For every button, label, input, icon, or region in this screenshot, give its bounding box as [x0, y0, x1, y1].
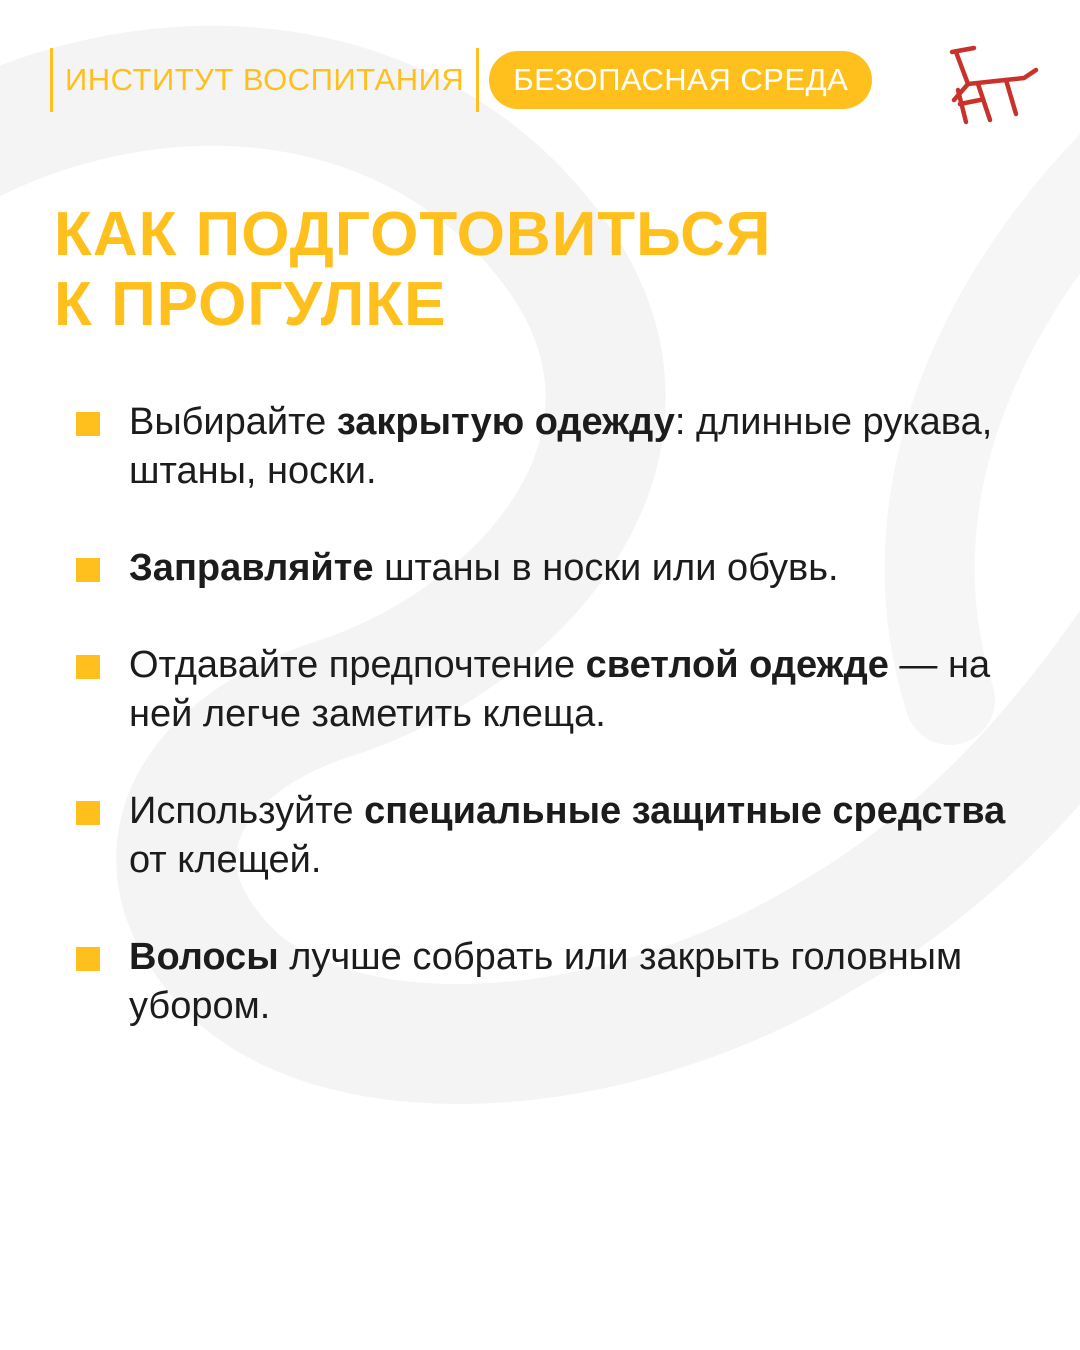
list-item [76, 398, 1016, 496]
square-bullet-icon [76, 801, 100, 825]
bold-segment: светлой одежде [585, 644, 889, 686]
text-segment: от клещей. [129, 839, 322, 881]
title-line-1: КАК ПОДГОТОВИТЬСЯ [54, 200, 772, 269]
header [50, 48, 872, 112]
list-item [76, 787, 1016, 885]
list-item [76, 933, 1016, 1031]
title-line-2: К ПРОГУЛКЕ [54, 270, 447, 339]
item-text [129, 644, 990, 735]
header-divider [476, 48, 479, 112]
text-segment: штаны в носки или обувь. [373, 547, 839, 589]
text-segment: Отдавайте предпочтение [129, 644, 586, 686]
organization-name: ИНСТИТУТ ВОСПИТАНИЯ [65, 62, 465, 97]
bold-segment: закрытую одежду [336, 401, 675, 443]
bold-segment: Волосы [129, 936, 279, 978]
tips-list [76, 398, 1016, 1079]
bold-segment: специальные защитные средства [364, 790, 1006, 832]
category-tag: БЕЗОПАСНАЯ СРЕДА [489, 51, 872, 109]
text-segment: : длинные рукава, штаны, носки. [129, 401, 993, 492]
text-segment: Используйте [129, 790, 365, 832]
item-text [129, 790, 1005, 881]
bold-segment: Заправляйте [129, 547, 374, 589]
square-bullet-icon [76, 558, 100, 582]
square-bullet-icon [76, 412, 100, 436]
chair-logo-icon [946, 44, 1042, 126]
item-text [129, 547, 839, 589]
text-segment: лучше собрать или закрыть головным убором. [129, 936, 963, 1027]
square-bullet-icon [76, 947, 100, 971]
list-item [76, 544, 1016, 593]
square-bullet-icon [76, 655, 100, 679]
text-segment: — на ней легче заметить клеща. [129, 644, 991, 735]
page-title [54, 200, 1014, 340]
item-text [129, 936, 962, 1027]
text-segment: Выбирайте [129, 401, 337, 443]
item-text [129, 401, 992, 492]
list-item [76, 641, 1016, 739]
